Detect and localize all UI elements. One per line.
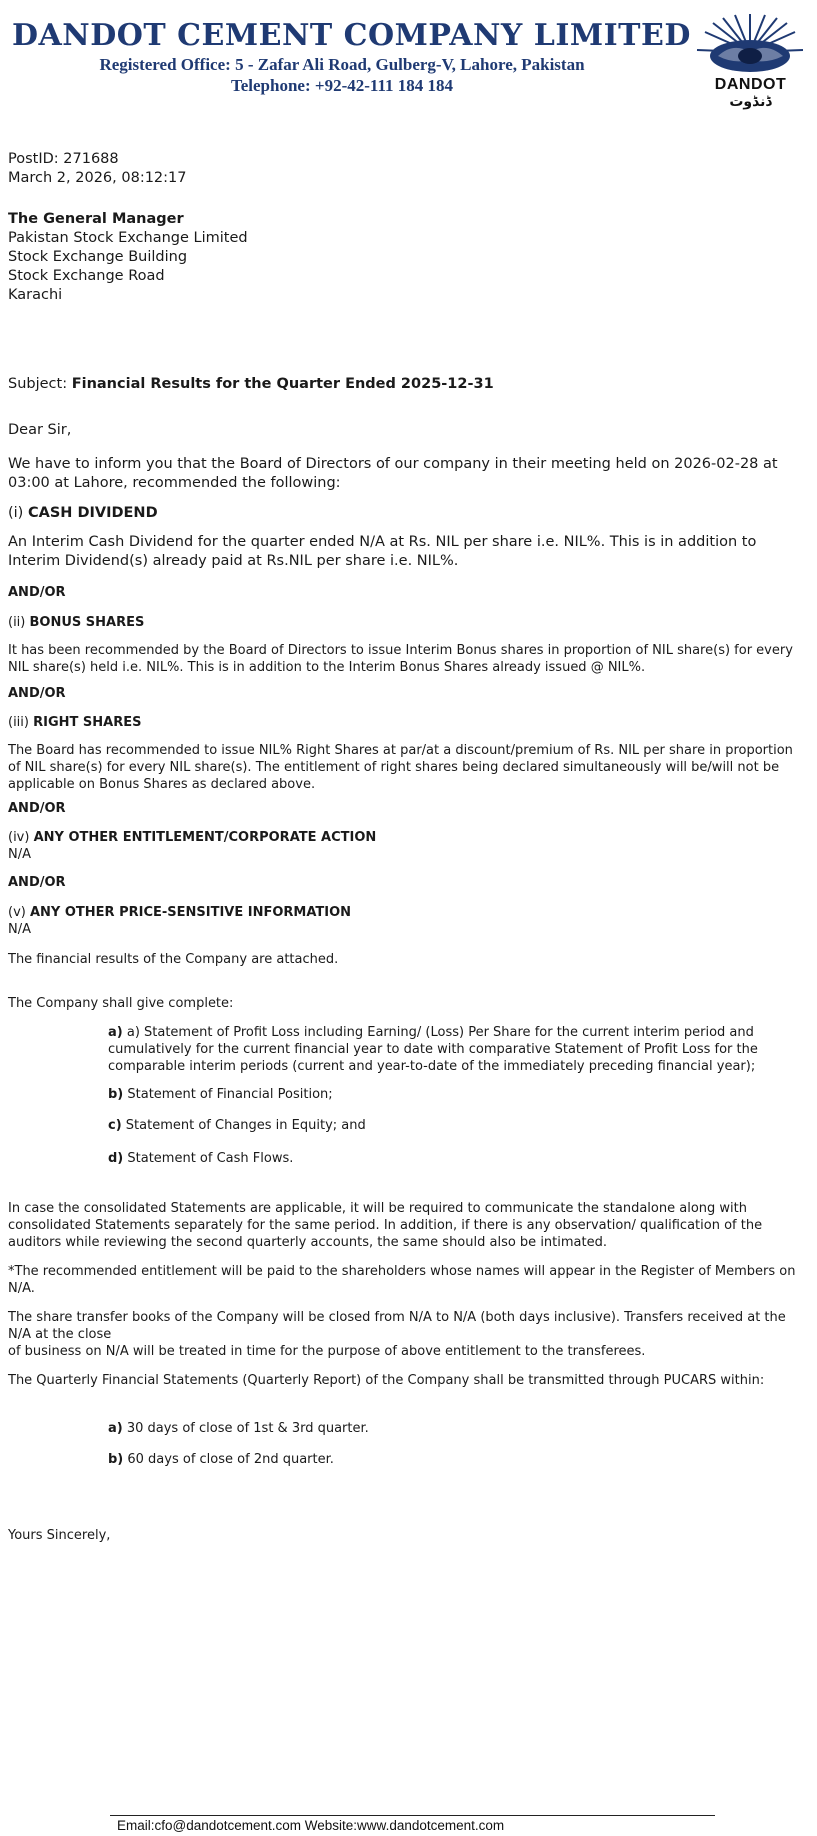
transfer-books-line: of business on N/A will be treated in time for the purpose of above entitlement to the transferees. — [8, 1344, 646, 1359]
logo-emblem-icon — [693, 12, 808, 78]
statement-item — [108, 1086, 803, 1103]
company-phone: Telephone: +92-42-111 184 184 — [230, 76, 454, 95]
intro-paragraph: We have to inform you that the Board of Directors of our company in their meeting held on 2026-02-28 at 03:00 at Lahore, recommended the following: — [8, 456, 778, 491]
statement-item — [108, 1024, 803, 1075]
section-number: (v) — [8, 905, 30, 920]
and-or-label: AND/OR — [8, 585, 66, 600]
deadline-text: 60 days of close of 2nd quarter. — [123, 1452, 334, 1467]
section-title: ANY OTHER ENTITLEMENT/CORPORATE ACTION — [33, 830, 377, 845]
logo-text: DANDOT — [714, 76, 787, 93]
section-number: (iii) — [8, 715, 34, 730]
statement-text: Statement of Changes in Equity; and — [121, 1118, 366, 1133]
consolidated-paragraph: In case the consolidated Statements are applicable, it will be required to communicate the standalone along with consolidated Statements separately for the same period. In addition, if there is any observation/ qualification of the auditors while reviewing the second quarterly accounts, the same should also be intimated. — [8, 1201, 763, 1250]
section-title: BONUS SHARES — [29, 615, 145, 630]
and-or-label: AND/OR — [8, 686, 66, 701]
statement-text: Statement of Financial Position; — [123, 1087, 333, 1102]
section-title: RIGHT SHARES — [33, 715, 142, 730]
company-address: Registered Office: 5 - Zafar Ali Road, Gulberg-V, Lahore, Pakistan — [99, 55, 585, 74]
list-marker: c) — [108, 1118, 122, 1133]
deadline-text: 30 days of close of 1st & 3rd quarter. — [122, 1421, 369, 1436]
company-name: DANDOT CEMENT COMPANY LIMITED — [12, 18, 691, 53]
subject-line — [8, 375, 803, 394]
section-bonus-heading — [8, 614, 803, 631]
logo-urdu-text: ڈنڈوت — [729, 94, 772, 110]
section-title: CASH DIVIDEND — [27, 505, 158, 521]
section-number: (iv) — [8, 830, 34, 845]
statement-item — [108, 1117, 803, 1134]
section-cash-body: An Interim Cash Dividend for the quarter ended N/A at Rs. NIL per share i.e. NIL%. This is in addition to Interim Dividend(s) already paid at Rs.NIL per share i.e. NIL%. — [8, 534, 757, 569]
recipient-title: The General Manager — [8, 211, 184, 227]
recipient-line: Stock Exchange Road — [8, 268, 165, 284]
section-right-heading — [8, 714, 803, 731]
recipient-line: Karachi — [8, 287, 63, 303]
entitlement-note: *The recommended entitlement will be paid to the shareholders whose names will appear in the Register of Members on N/A. — [8, 1264, 796, 1296]
section-cash-heading — [8, 504, 803, 523]
recipient-line: Stock Exchange Building — [8, 249, 188, 265]
statement-item — [108, 1150, 803, 1167]
section-number: (i) — [8, 505, 28, 521]
letterhead — [0, 0, 817, 110]
subject-label: Subject: — [8, 376, 72, 392]
transfer-books-paragraph — [8, 1309, 803, 1360]
section-title: ANY OTHER PRICE-SENSITIVE INFORMATION — [29, 905, 352, 920]
statement-text: Statement of Cash Flows. — [123, 1151, 294, 1166]
transfer-books-line: The share transfer books of the Company will be closed from N/A to N/A (both days inclusive). Transfers received at the N/A at the close — [8, 1310, 786, 1342]
recipient-line: Pakistan Stock Exchange Limited — [8, 230, 248, 246]
results-attached-note: The financial results of the Company are attached. — [8, 952, 339, 967]
give-complete-note: The Company shall give complete: — [8, 996, 234, 1011]
section-bonus-body: It has been recommended by the Board of Directors to issue Interim Bonus shares in proportion of NIL share(s) for every NIL share(s) held i.e. NIL%. This is in addition to the Interim Bonus Shares already issued @ NIL%. — [8, 643, 793, 675]
list-marker: b) — [108, 1087, 124, 1102]
section-price-sensitive-body: N/A — [8, 922, 31, 937]
section-right-body: The Board has recommended to issue NIL% Right Shares at par/at a discount/premium of Rs. NIL per share in proportion of NIL share(s) for every NIL share(s). The entitlement of right shares being declared simultaneously will be/will not be applicable on Bonus Shares as declared above. — [8, 743, 793, 792]
section-price-sensitive-heading — [8, 904, 803, 921]
list-marker: d) — [108, 1151, 124, 1166]
closing-line: Yours Sincerely, — [8, 1528, 111, 1543]
footer-divider — [110, 1815, 715, 1816]
salutation: Dear Sir, — [8, 422, 72, 438]
section-other-entitlement-body: N/A — [8, 847, 31, 862]
and-or-label: AND/OR — [8, 801, 66, 816]
dandot-logo — [693, 12, 808, 112]
list-marker: a) — [108, 1421, 123, 1436]
post-datetime: March 2, 2026, 08:12:17 — [8, 170, 187, 186]
subject-text: Financial Results for the Quarter Ended 2025-12-31 — [71, 376, 494, 392]
recipient-block — [8, 210, 803, 305]
section-other-entitlement-heading — [8, 829, 803, 846]
post-meta — [8, 150, 803, 188]
list-marker: a) — [108, 1025, 123, 1040]
list-marker: b) — [108, 1452, 124, 1467]
and-or-label: AND/OR — [8, 875, 66, 890]
section-number: (ii) — [8, 615, 30, 630]
post-id: PostID: 271688 — [8, 151, 119, 167]
deadline-item — [108, 1420, 803, 1437]
deadline-item — [108, 1451, 803, 1468]
quarterly-report-paragraph: The Quarterly Financial Statements (Quarterly Report) of the Company shall be transmitted through PUCARS within: — [8, 1373, 765, 1388]
footer-contact: Email:cfo@dandotcement.com Website:www.dandotcement.com — [117, 1818, 505, 1833]
statement-text: a) Statement of Profit Loss including Earning/ (Loss) Per Share for the current interim period and cumulatively for the current financial year to date with comparative Statement of Profit Loss for the comparable interim periods (current and year-to-date of the immediately preceding financial year); — [108, 1025, 758, 1074]
